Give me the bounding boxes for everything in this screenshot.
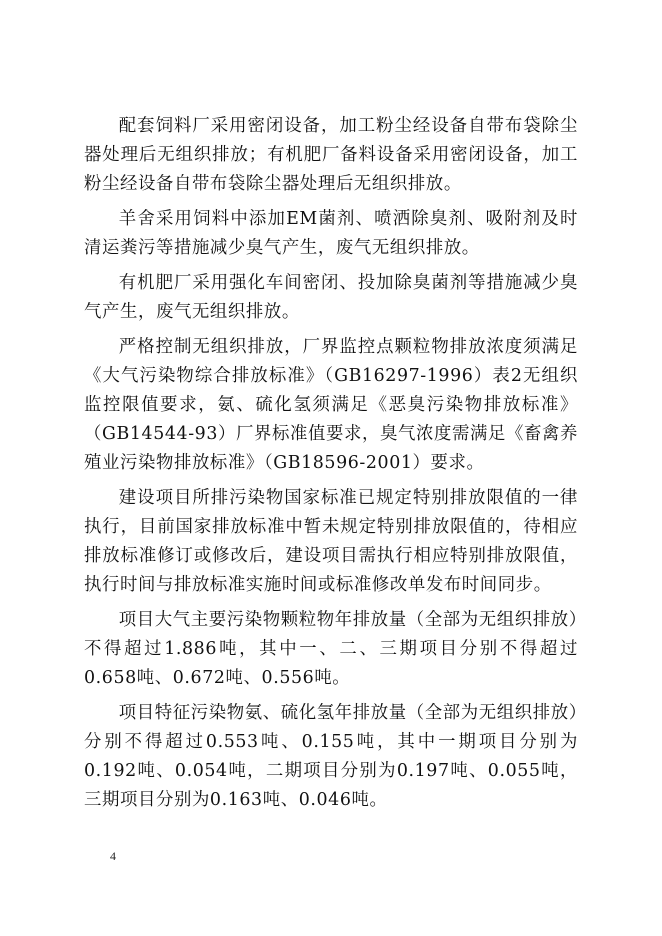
paragraph-fertilizer-plant-odor: 有机肥厂采用强化车间密闭、投加除臭菌剂等措施减少臭气产生，废气无组织排放。 (84, 273, 578, 322)
paragraph-special-limits: 建设项目所排污染物国家标准已规定特别排放限值的一律执行，目前国家排放标准中暂未规定特别排放限值的，待相应排放标准修订或修改后，建设项目需执行相应特别排放限值，执行时间与排放标准实施时间或标准修改单发布时间同步。 (84, 488, 578, 595)
paragraph-particulate-quota: 项目大气主要污染物颗粒物年排放量（全部为无组织排放）不得超过1.886吨，其中一、二、三期项目分别不得超过0.658吨、0.672吨、0.556吨。 (84, 610, 578, 688)
paragraph-feed-mill-dust: 配套饲料厂采用密闭设备，加工粉尘经设备自带布袋除尘器处理后无组织排放；有机肥厂备料设备采用密闭设备，加工粉尘经设备自带布袋除尘器处理后无组织排放。 (84, 116, 578, 194)
document-body (84, 112, 578, 821)
paragraph-ammonia-h2s-quota: 项目特征污染物氨、硫化氢年排放量（全部为无组织排放）分别不得超过0.553吨、0.155吨，其中一期项目分别为0.192吨、0.054吨，二期项目分别为0.197吨、0.055吨，三期项目分别为0.163吨、0.046吨。 (84, 703, 578, 810)
page-number: 4 (110, 849, 116, 863)
paragraph-sheep-barn-odor: 羊舍采用饲料中添加EM菌剂、喷洒除臭剂、吸附剂及时清运粪污等措施减少臭气产生，废气无组织排放。 (84, 209, 578, 258)
paragraph-emission-standards: 严格控制无组织排放，厂界监控点颗粒物排放浓度须满足《大气污染物综合排放标准》（GB16297-1996）表2无组织监控限值要求，氨、硫化氢须满足《恶臭污染物排放标准》（GB14544-93）厂界标准值要求，臭气浓度需满足《畜禽养殖业污染物排放标准》（GB18596-2001）要求。 (84, 337, 578, 473)
